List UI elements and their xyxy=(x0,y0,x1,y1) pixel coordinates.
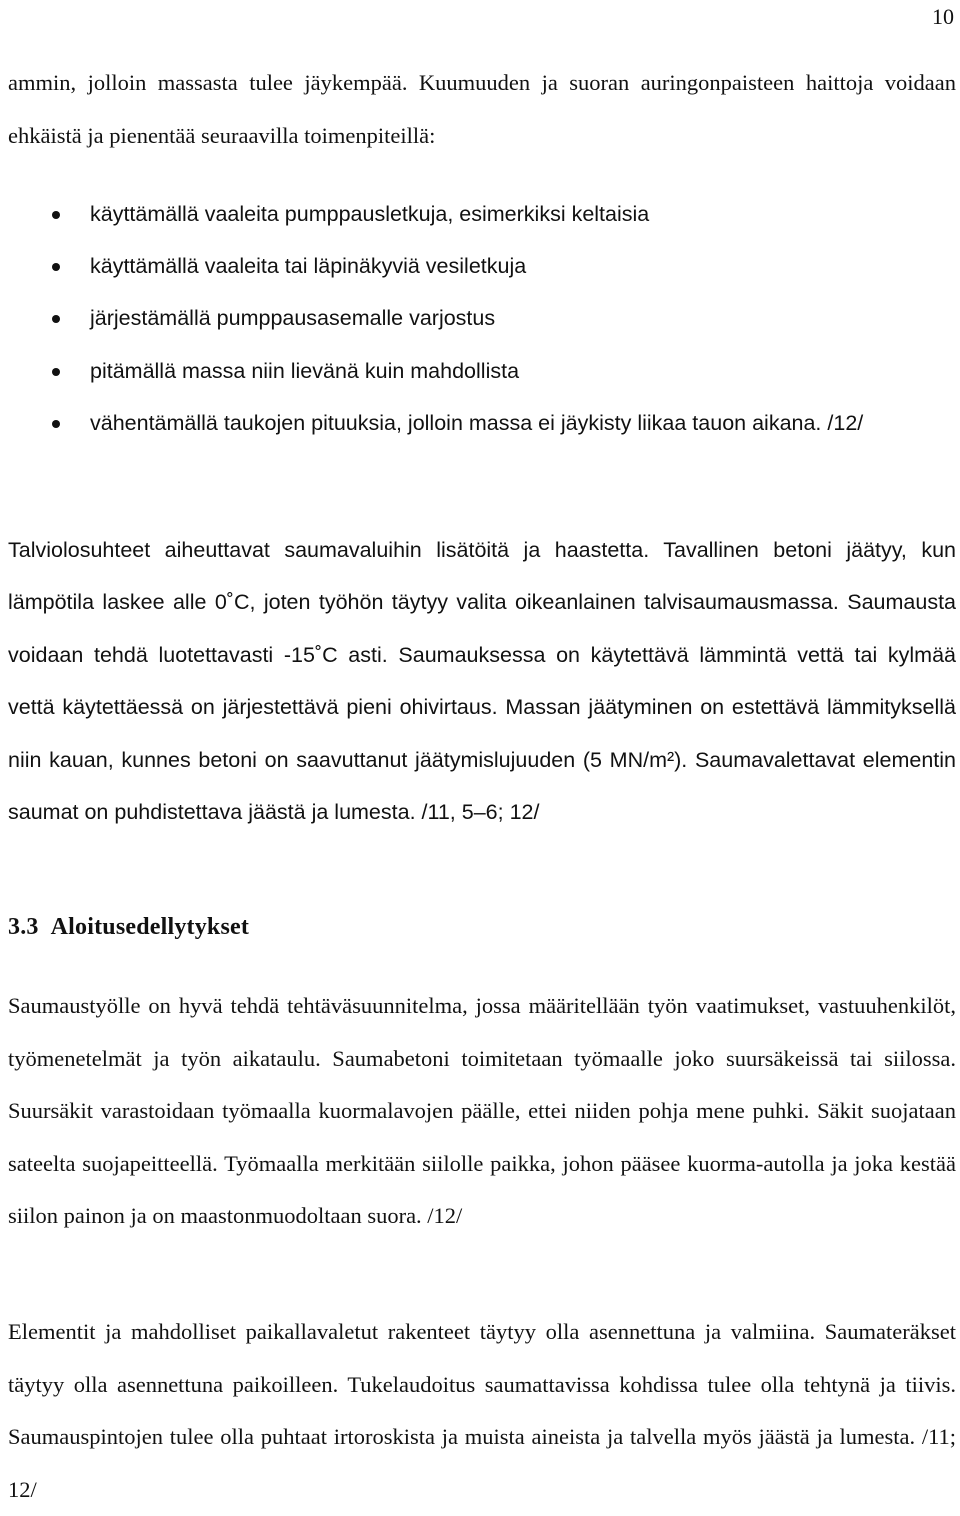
bullet-icon xyxy=(52,420,60,428)
list-item-text: vähentämällä taukojen pituuksia, jolloin massa ei jäykisty liikaa tauon aikana. /12/ xyxy=(90,410,864,435)
list-item xyxy=(8,397,956,449)
section-paragraph-planning: Saumaustyölle on hyvä tehdä tehtäväsuunnitelma, jossa määritellään työn vaatimukset, vastuuhenkilöt, työmenetelmät ja työn aikataulu. Saumabetoni toimitetaan työmaalle joko suursäkeissä tai siilossa. Suursäkit varastoidaan työmaalla kuormalavojen päälle, ettei niiden pohja mene puhki. Säkit suojataan sateelta suojapeitteellä. Työmaalla merkitään siilolle paikka, johon pääsee kuorma-autolla ja joka kestää siilon painon ja on maastonmuodoltaan suora. /12/ xyxy=(8,993,956,1229)
intro-paragraph: ammin, jolloin massasta tulee jäykempää. Kuumuuden ja suoran auringonpaisteen haittoja voidaan ehkäistä ja pienentää seuraavilla toimenpiteillä: xyxy=(8,70,956,148)
bullet-icon xyxy=(52,368,60,376)
list-item xyxy=(8,188,956,240)
section-title: Aloitusedellytykset xyxy=(50,914,250,940)
list-item xyxy=(8,240,956,292)
section-paragraph-readiness: Elementit ja mahdolliset paikallavaletut rakenteet täytyy olla asennettuna ja valmiina. Saumateräkset täytyy olla asennettuna paikoilleen. Tukelaudoitus saumattavissa kohdissa tulee olla tehtynä ja tiivis. Saumauspintojen tulee olla puhtaat irtoroskista ja muista aineista ja talvella myös jäästä ja lumesta. /11; 12/ xyxy=(8,1319,956,1502)
section-heading xyxy=(8,904,249,950)
list-item xyxy=(8,292,956,344)
list-item-text: järjestämällä pumppausasemalle varjostus xyxy=(90,306,496,331)
bullet-icon xyxy=(52,211,60,219)
list-item-text: käyttämällä vaaleita pumppausletkuja, esimerkiksi keltaisia xyxy=(90,202,650,226)
list-item-text: käyttämällä vaaleita tai läpinäkyviä vesiletkuja xyxy=(90,254,527,279)
list-item xyxy=(8,345,956,397)
list-item-text: pitämällä massa niin lievänä kuin mahdollista xyxy=(90,358,520,383)
winter-conditions-paragraph: Talviolosuhteet aiheuttavat saumavaluihin lisätöitä ja haastetta. Tavallinen betoni jäätyy, kun lämpötila laskee alle 0˚C, joten työhön täytyy valita oikeanlainen talvisaumausmassa. Saumausta voidaan tehdä luotettavasti -15˚C asti. Saumauksessa on käytettävä lämmintä vettä tai kylmää vettä käytettäessä on järjestettävä pieni ohivirtaus. Massan jäätyminen on estettävä lämmityksellä niin kauan, kunnes betoni on saavuttanut jäätymislujuuden (5 MN/m²). Saumavalettavat elementin saumat on puhdistettava jäästä ja lumesta. /11, 5–6; 12/ xyxy=(8,538,956,825)
measures-bullet-list xyxy=(8,188,956,449)
bullet-icon xyxy=(52,315,60,323)
section-number: 3.3 xyxy=(8,914,39,940)
page-number: 10 xyxy=(932,4,954,29)
bullet-icon xyxy=(52,263,60,271)
